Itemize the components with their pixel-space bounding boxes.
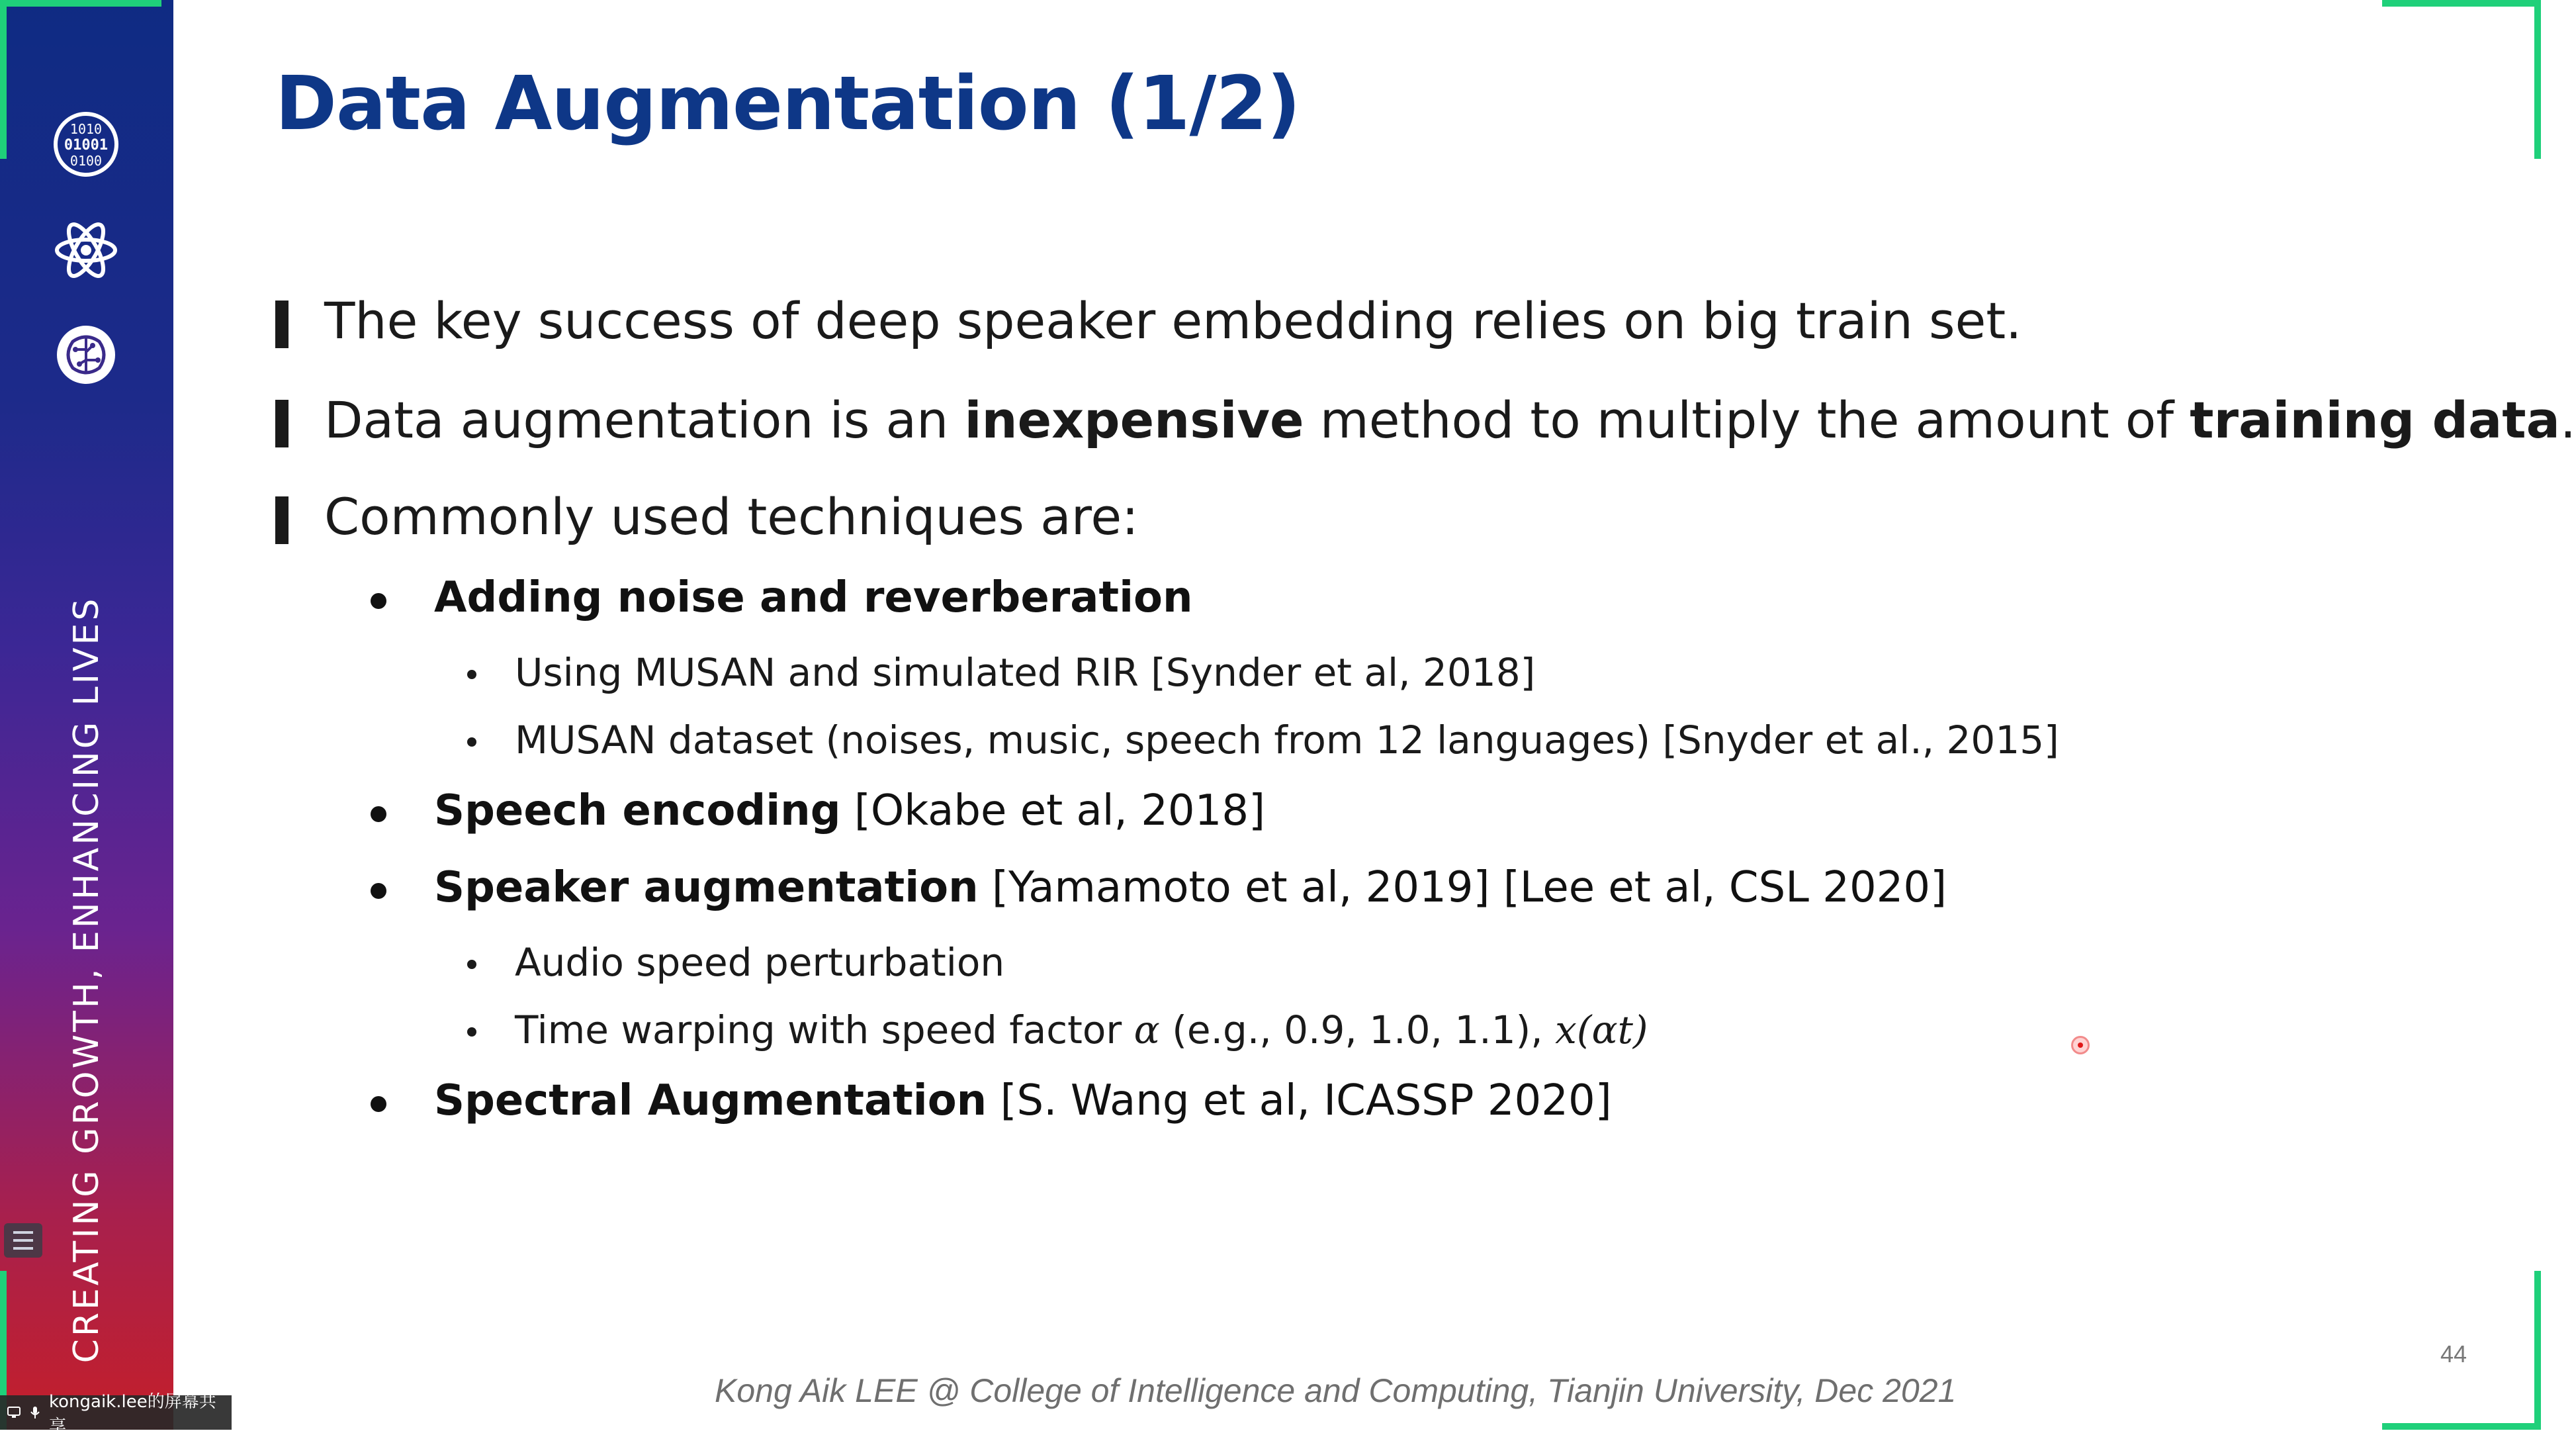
technique-text: Speech encoding [Okabe et al, 2018] [434,786,1266,835]
bullet-text: The key success of deep speaker embedding relies on big train set. [324,291,2022,350]
slide-title: Data Augmentation (1/2) [275,61,1300,147]
share-frame-corner [2534,1271,2541,1430]
bullet-dot-icon [467,670,476,679]
banner-slogan: CREATING GROWTH, ENHANCING LIVES [67,596,107,1364]
share-frame-corner [2382,1423,2541,1430]
atom-icon [53,217,119,283]
share-frame-corner [2382,0,2541,7]
slide-menu-button[interactable] [4,1223,42,1258]
slide-footer: Kong Aik LEE @ College of Intelligence and Computing, Tianjin University, Dec 2021 [715,1372,1957,1409]
bullet-bar-icon [275,400,289,447]
left-banner [0,0,173,1430]
page-number: 44 [2440,1340,2467,1367]
bullet-dot-icon [467,1027,476,1037]
technique-text: Adding noise and reverberation [434,573,1193,622]
sub-item-text: Using MUSAN and simulated RIR [Synder et al, 2018] [515,650,1536,695]
sub-item-text: MUSAN dataset (noises, music, speech from 12 languages) [Snyder et al., 2015] [515,718,2059,763]
bullet-dot-icon [467,960,476,969]
screen-share-tag[interactable] [0,1392,232,1436]
laser-pointer-icon [2071,1036,2090,1054]
sub-item-text: Audio speed perturbation [515,940,1005,985]
screen-share-label: kongaik.lee的屏幕共享 [49,1392,216,1436]
svg-text:01001: 01001 [64,137,109,154]
bullet-dot-icon [371,593,386,609]
bullet-bar-icon [275,301,289,348]
bullet-bar-icon [275,496,289,544]
share-frame-corner [0,0,7,159]
bullet-text: Data augmentation is an inexpensive method to multiply the amount of training data. [324,391,2576,449]
technique-text: Speaker augmentation [Yamamoto et al, 2019] [Lee et al, CSL 2020] [434,863,1947,912]
share-frame-corner [2534,0,2541,159]
svg-text:0100: 0100 [69,153,103,169]
svg-text:1010: 1010 [69,121,103,137]
bullet-text: Commonly used techniques are: [324,487,1139,546]
sub-item-text: Time warping with speed factor α (e.g., 0.9, 1.0, 1.1), x(αt) [515,1007,1648,1052]
screen-share-icon [7,1405,21,1420]
technique-text: Spectral Augmentation [S. Wang et al, ICASSP 2020] [434,1076,1612,1125]
microphone-icon [28,1405,42,1420]
share-frame-corner [0,0,161,7]
bullet-dot-icon [371,883,386,899]
binary-icon [53,111,119,177]
bullet-dot-icon [371,806,386,822]
brain-circuit-icon [53,322,119,388]
bullet-dot-icon [467,737,476,747]
bullet-dot-icon [371,1096,386,1112]
